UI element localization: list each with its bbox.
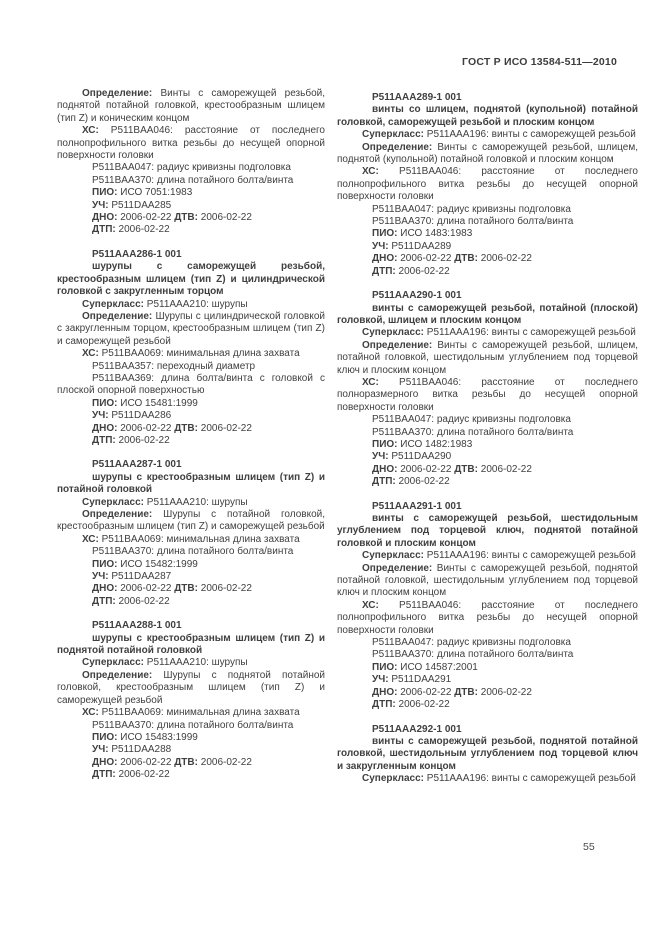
field-text: 2006-02-22: [117, 583, 175, 595]
field-text: P511BAA370: длина потайного болта/винта: [372, 426, 574, 438]
field-label: Определение:: [82, 310, 153, 322]
entry-title: шурупы с крестообразным шлицем (тип Z) и поднятой потайной головкой: [57, 632, 325, 657]
field-text: ИСО 15482:1999: [117, 558, 198, 570]
entry-line: [57, 596, 325, 608]
entry-line: [57, 571, 325, 583]
field-label: ДТВ:: [174, 212, 198, 224]
field-label: ДНО:: [372, 463, 398, 475]
field-label: УЧ:: [92, 744, 109, 756]
field-label: УЧ:: [92, 410, 109, 422]
field-label: ДТВ:: [454, 463, 478, 475]
field-text: 2006-02-22: [395, 265, 450, 277]
entry-line: [337, 600, 638, 637]
entry-line: [337, 241, 638, 253]
entry-code: P511AAA290-1 001: [372, 290, 462, 302]
field-text: Винты с саморежущей резьбой, поднятой потайной головкой, крестообразным шлицем (тип Z) и коническим концом: [57, 88, 325, 124]
field-label: Суперкласс:: [82, 496, 144, 508]
entry-title: винты с саморежущей резьбой, потайной (плоской) головкой, шлицем и плоским концом: [337, 302, 638, 326]
field-text: P511BAA046: расстояние от последнего полнопрофильного витка резьбы до несущей опорной поверхности головки: [57, 125, 325, 162]
field-text: P511DAA288: [108, 744, 172, 756]
field-label: Суперкласс:: [362, 327, 424, 339]
field-text: P511BAA047: радиус кривизны подголовка: [92, 162, 291, 174]
entry-line: [337, 476, 638, 488]
field-text: P511AAA210: шурупы: [144, 496, 248, 508]
field-text: P511BAA069: минимальная длина захвата: [98, 533, 300, 545]
entry-title: шурупы с саморежущей резьбой, крестообразным шлицем (тип Z) и цилиндрической головкой с закругленным торцом: [57, 261, 325, 298]
entry-line: [337, 377, 638, 414]
field-text: Шурупы с цилиндрической головкой с закругленным торцом, крестообразным шлицем (тип Z) и саморежущей резьбой: [57, 310, 325, 347]
entry-title: винты с саморежущей резьбой, поднятой потайной головкой, шестидольным углублением под торцевой ключ и закругленным концом: [337, 735, 638, 772]
field-text: ИСО 1482:1983: [397, 438, 473, 450]
field-label: ХС:: [362, 599, 379, 611]
field-text: P511BAA370: длина потайного болта/винта: [372, 649, 574, 661]
field-label: ДНО:: [92, 212, 118, 224]
entry-line: [57, 410, 325, 422]
field-label: ХС:: [82, 125, 99, 137]
field-label: УЧ:: [372, 451, 389, 463]
field-text: P511BAA047: радиус кривизны подголовка: [372, 414, 571, 426]
field-text: P511BAA370: длина потайного болта/винта: [92, 719, 294, 731]
field-label: Определение:: [362, 339, 433, 351]
field-text: Шурупы с поднятой потайной головкой, крестообразным шлицем (тип Z) и саморежущей резьбой: [57, 669, 325, 706]
entry-line: [57, 373, 325, 398]
entry-title: шурупы с крестообразным шлицем (тип Z) и потайной головкой: [57, 471, 325, 496]
entry-line: [337, 228, 638, 240]
field-label: Суперкласс:: [362, 129, 424, 141]
entry-line: [57, 175, 325, 187]
field-text: ИСО 15481:1999: [117, 397, 198, 409]
field-text: P511AAA196: винты с саморежущей резьбой: [424, 550, 636, 562]
field-label: ПИО:: [92, 187, 118, 199]
field-label: ХС:: [82, 707, 99, 719]
entry-line: [337, 649, 638, 661]
field-text: P511DAA285: [108, 199, 172, 211]
field-label: ДТВ:: [174, 583, 198, 595]
entry-line: [57, 200, 325, 212]
field-label: ДНО:: [92, 756, 118, 768]
entry-line: [337, 414, 638, 426]
entry-section: [337, 92, 638, 278]
field-label: Определение:: [82, 509, 153, 520]
entry-line: [57, 125, 325, 162]
entry-title: винты с саморежущей резьбой, шестидольным углублением под торцевой ключ, поднятой потайной головкой и плоским концом: [337, 513, 638, 549]
entry-line: [337, 166, 638, 203]
entry-line: [57, 224, 325, 236]
field-label: ХС:: [362, 376, 379, 388]
entry-line: [57, 657, 325, 669]
entry-line: [337, 451, 638, 463]
entry-line: [337, 216, 638, 228]
entry-line: [57, 559, 325, 571]
entry-line: [57, 398, 325, 410]
field-text: Шурупы с потайной головкой, крестообразным шлицем (тип Z) и саморежущей резьбой: [57, 509, 325, 533]
field-text: Винты с саморежущей резьбой, шлицем, потайной головкой, шестидольным углублением под торцевой ключ и плоским концом: [337, 339, 638, 376]
field-text: P511BAA047: радиус кривизны подголовка: [372, 637, 571, 649]
field-text: 2006-02-22: [115, 224, 170, 236]
entry-line: [57, 88, 325, 125]
field-label: ДТП:: [372, 265, 396, 277]
field-label: УЧ:: [92, 199, 109, 211]
field-text: P511DAA291: [388, 674, 452, 686]
field-text: 2006-02-22: [115, 769, 170, 781]
text-column-left: [57, 88, 325, 782]
field-text: P511BAA369: длина болта/винта с головкой с плоской опорной поверхностью: [57, 372, 325, 397]
field-text: P511BAA370: длина потайного болта/винта: [92, 174, 294, 186]
entry-line: [337, 699, 638, 711]
field-text: P511BAA069: минимальная длина захвата: [98, 348, 300, 360]
field-text: 2006-02-22: [115, 595, 170, 607]
entry-line: [57, 707, 325, 719]
field-label: Суперкласс:: [82, 657, 144, 669]
field-label: ПИО:: [372, 661, 398, 673]
field-label: ДТВ:: [454, 686, 478, 698]
field-text: 2006-02-22: [117, 422, 175, 434]
field-text: P511BAA046: расстояние от последнего полноразмерного витка резьбы до несущей опорной поверхности головки: [337, 376, 638, 413]
field-text: 2006-02-22: [397, 253, 455, 265]
entry-line: [57, 732, 325, 744]
entry-line: [57, 311, 325, 348]
field-text: 2006-02-22: [117, 212, 175, 224]
field-label: Суперкласс:: [82, 298, 144, 310]
field-label: Суперкласс:: [362, 773, 424, 785]
entry-line: [337, 142, 638, 167]
entry-code: P511AAA286-1 001: [92, 248, 182, 260]
field-label: УЧ:: [372, 674, 389, 686]
field-label: УЧ:: [372, 240, 389, 252]
field-text: 2006-02-22: [197, 583, 252, 595]
entry-section: [57, 459, 325, 608]
entry-line: [337, 253, 638, 265]
entry-line: [337, 204, 638, 216]
entry-line: [57, 361, 325, 373]
entry-line: [57, 546, 325, 558]
field-text: P511DAA286: [108, 410, 172, 422]
entry-line: [57, 769, 325, 781]
field-text: 2006-02-22: [115, 434, 170, 446]
field-label: ПИО:: [372, 438, 398, 450]
field-text: P511BAA046: расстояние от последнего полнопрофильного витка резьбы до несущей опорной поверхности головки: [337, 599, 638, 636]
entry-code: P511AAA289-1 001: [372, 92, 462, 103]
field-label: ПИО:: [92, 558, 118, 570]
field-text: 2006-02-22: [117, 756, 175, 768]
entry-section: [337, 290, 638, 489]
field-text: P511BAA046: расстояние от последнего полнопрофильного витка резьбы до несущей опорной поверхности головки: [337, 166, 638, 203]
field-label: ДТП:: [92, 769, 116, 781]
field-text: ИСО 14587:2001: [397, 661, 478, 673]
field-text: 2006-02-22: [395, 476, 450, 488]
field-text: 2006-02-22: [197, 756, 252, 768]
field-label: ДНО:: [372, 253, 398, 265]
entry-line: [337, 563, 638, 600]
field-text: P511BAA047: радиус кривизны подголовка: [372, 203, 571, 215]
field-text: P511BAA370: длина потайного болта/винта: [372, 216, 574, 228]
field-text: Винты с саморежущей резьбой, поднятой потайной головкой, шестидольным углублением под торцевой ключ и плоским концом: [337, 562, 638, 599]
entry-line: [337, 662, 638, 674]
entry-section: [57, 249, 325, 448]
field-text: P511DAA289: [388, 240, 452, 252]
entry-line: [57, 299, 325, 311]
entry-section: [337, 724, 638, 786]
field-label: ПИО:: [92, 731, 118, 743]
field-label: Определение:: [362, 141, 433, 153]
field-text: 2006-02-22: [477, 253, 532, 265]
entry-line: [57, 583, 325, 595]
field-text: 2006-02-22: [197, 212, 252, 224]
field-label: ПИО:: [372, 228, 398, 240]
field-label: ДТВ:: [174, 756, 198, 768]
field-text: P511BAA357: переходный диаметр: [92, 360, 256, 372]
entry-line: [57, 423, 325, 435]
field-label: ДТП:: [92, 224, 116, 236]
field-label: Определение:: [82, 88, 153, 99]
entry-line: [57, 757, 325, 769]
field-label: ДТП:: [92, 434, 116, 446]
field-text: 2006-02-22: [477, 686, 532, 698]
field-text: P511DAA290: [388, 451, 452, 463]
field-text: 2006-02-22: [397, 463, 455, 475]
field-text: P511AAA196: винты с саморежущей резьбой: [424, 327, 636, 339]
entry-line: [337, 266, 638, 278]
field-text: P511AAA210: шурупы: [144, 657, 248, 669]
entry-code: P511AAA292-1 001: [372, 723, 462, 735]
field-label: ПИО:: [92, 397, 118, 409]
field-label: ДТВ:: [454, 253, 478, 265]
field-label: Суперкласс:: [362, 550, 424, 562]
field-text: 2006-02-22: [397, 686, 455, 698]
entry-line: [337, 129, 638, 141]
entry-line: [337, 464, 638, 476]
entry-line: [57, 670, 325, 707]
field-label: УЧ:: [92, 571, 109, 583]
entry-section: [337, 501, 638, 712]
field-label: Определение:: [82, 669, 153, 681]
field-text: P511AAA210: шурупы: [144, 298, 248, 310]
entry-line: [57, 162, 325, 174]
field-label: ДТП:: [92, 595, 116, 607]
field-label: ДТП:: [372, 699, 396, 711]
entry-line: [337, 687, 638, 699]
entry-line: [337, 773, 638, 785]
field-label: ХС:: [82, 348, 99, 360]
field-text: ИСО 1483:1983: [397, 228, 473, 240]
field-text: ИСО 7051:1983: [117, 187, 193, 199]
field-text: 2006-02-22: [477, 463, 532, 475]
entry-line: [337, 427, 638, 439]
field-text: P511AAA196: винты с саморежущей резьбой: [424, 773, 636, 785]
entry-line: [57, 348, 325, 360]
field-text: P511DAA287: [108, 571, 172, 583]
entry-section: [57, 88, 325, 237]
entry-code: P511AAA288-1 001: [92, 620, 182, 632]
field-text: P511AAA196: винты с саморежущей резьбой: [424, 129, 636, 141]
field-text: 2006-02-22: [395, 699, 450, 711]
field-text: P511BAA370: длина потайного болта/винта: [92, 546, 294, 558]
entry-line: [337, 439, 638, 451]
entry-line: [337, 550, 638, 562]
field-label: ДНО:: [92, 422, 118, 434]
text-column-right: [337, 92, 638, 786]
entry-line: [57, 187, 325, 199]
entry-line: [57, 497, 325, 509]
entry-code: P511AAA291-1 001: [372, 500, 462, 512]
field-label: ХС:: [362, 166, 379, 178]
field-label: Определение:: [362, 562, 433, 574]
field-label: ДНО:: [92, 583, 118, 595]
standard-designation-header: ГОСТ Р ИСО 13584-511—2010: [462, 56, 617, 68]
entry-section: [57, 620, 325, 781]
entry-line: [337, 637, 638, 649]
entry-line: [337, 327, 638, 339]
entry-line: [337, 674, 638, 686]
field-label: ХС:: [82, 533, 99, 545]
entry-line: [57, 212, 325, 224]
entry-code: P511AAA287-1 001: [92, 459, 182, 471]
entry-line: [57, 435, 325, 447]
page-number: 55: [583, 841, 595, 853]
entry-line: [57, 509, 325, 534]
field-label: ДТП:: [372, 476, 396, 488]
entry-line: [57, 534, 325, 546]
entry-line: [57, 744, 325, 756]
entry-line: [337, 340, 638, 377]
entry-line: [57, 720, 325, 732]
entry-title: винты со шлицем, поднятой (купольной) потайной головкой, саморежущей резьбой и плоским концом: [337, 104, 638, 128]
field-label: ДНО:: [372, 686, 398, 698]
field-text: Винты с саморежущей резьбой, шлицем, поднятой (купольной) потайной головкой и плоским концом: [337, 141, 638, 166]
field-text: P511BAA069: минимальная длина захвата: [98, 707, 300, 719]
field-label: ДТВ:: [174, 422, 198, 434]
field-text: ИСО 15483:1999: [117, 731, 198, 743]
field-text: 2006-02-22: [197, 422, 252, 434]
